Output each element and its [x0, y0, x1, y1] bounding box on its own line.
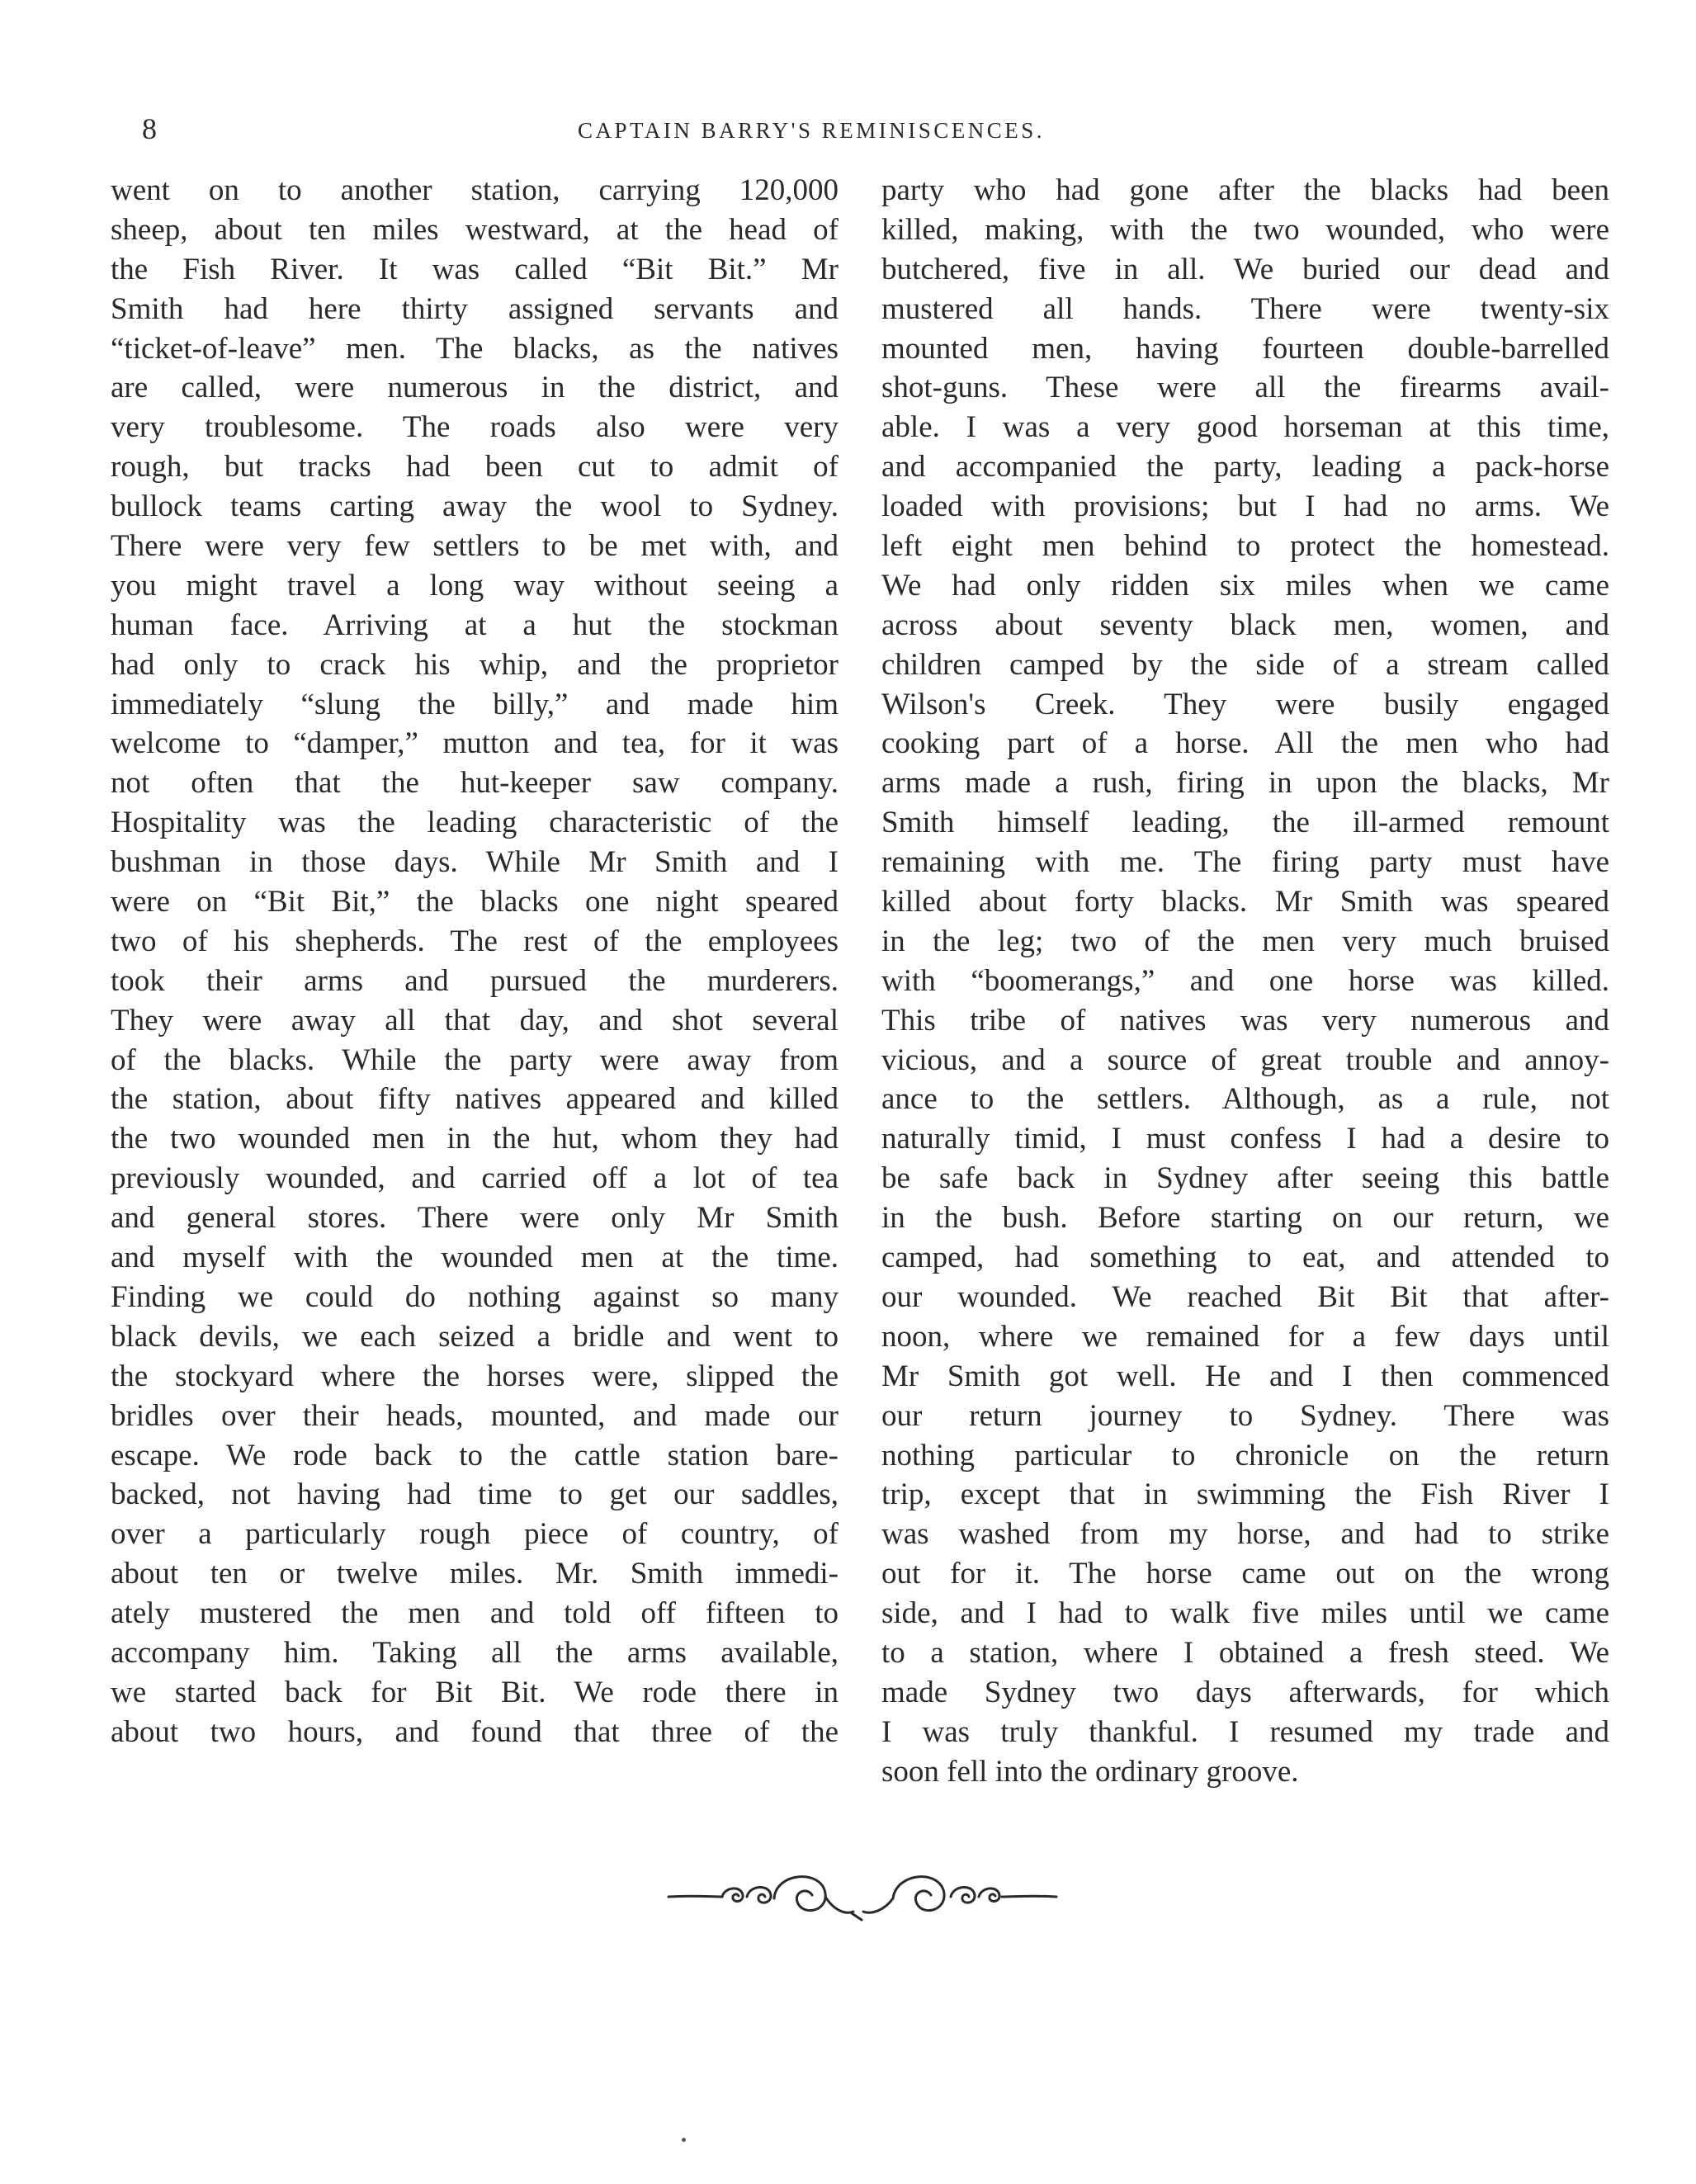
text-line: out for it. The horse came out on the wrong [881, 1557, 1609, 1591]
text-line: escape. We rode back to the cattle station bare- [111, 1438, 839, 1473]
text-line: naturally timid, I must confess I had a desire to [881, 1122, 1609, 1156]
text-line: mounted men, having fourteen double-barrelled [881, 331, 1609, 366]
text-line: human face. Arriving at a hut the stockman [111, 607, 839, 642]
text-line: and myself with the wounded men at the time. [111, 1241, 839, 1275]
text-line: We had only ridden six miles when we came [881, 568, 1609, 603]
text-line: Mr Smith got well. He and I then commenced [881, 1359, 1609, 1393]
text-line: killed, making, with the two wounded, who were [881, 212, 1609, 247]
text-line: Hospitality was the leading characteristic of the [111, 806, 839, 840]
text-line: made Sydney two days afterwards, for which [881, 1675, 1609, 1709]
text-line: had only to crack his whip, and the proprietor [111, 647, 839, 682]
left-text-column [111, 171, 839, 1752]
text-line: immediately “slung the billy,” and made him [111, 687, 839, 721]
text-line: with “boomerangs,” and one horse was killed. [881, 963, 1609, 998]
text-line: and general stores. There were only Mr Smith [111, 1201, 839, 1236]
text-line: over a particularly rough piece of country, of [111, 1517, 839, 1552]
text-line: backed, not having had time to get our saddles, [111, 1477, 839, 1512]
text-line: camped, had something to eat, and attended to [881, 1241, 1609, 1275]
text-line: Smith had here thirty assigned servants and [111, 291, 839, 326]
text-line: we started back for Bit Bit. We rode there in [111, 1675, 839, 1709]
text-line: two of his shepherds. The rest of the employees [111, 924, 839, 958]
text-line: vicious, and a source of great trouble and annoy- [881, 1042, 1609, 1077]
text-line: They were away all that day, and shot several [111, 1003, 839, 1038]
text-line: of the blacks. While the party were away from [111, 1042, 839, 1077]
text-line: the station, about fifty natives appeared and killed [111, 1082, 839, 1117]
text-line: soon fell into the ordinary groove. [881, 1754, 1299, 1789]
text-line: butchered, five in all. We buried our dead and [881, 252, 1609, 286]
text-line: able. I was a very good horseman at this time, [881, 410, 1609, 445]
text-line: sheep, about ten miles westward, at the head of [111, 212, 839, 247]
text-line: bridles over their heads, mounted, and made our [111, 1398, 839, 1433]
text-line: loaded with provisions; but I had no arms. We [881, 489, 1609, 524]
text-line: “ticket-of-leave” men. The blacks, as the natives [111, 331, 839, 366]
text-line: children camped by the side of a stream called [881, 647, 1609, 682]
text-line: was washed from my horse, and had to strike [881, 1517, 1609, 1552]
text-line: Finding we could do nothing against so many [111, 1279, 839, 1314]
text-line: trip, except that in swimming the Fish River I [881, 1477, 1609, 1512]
text-line: across about seventy black men, women, and [881, 607, 1609, 642]
text-line: be safe back in Sydney after seeing this battle [881, 1161, 1609, 1196]
text-line: bullock teams carting away the wool to Sydney. [111, 489, 839, 524]
text-line: shot-guns. These were all the firearms avail- [881, 371, 1609, 405]
ink-speck [682, 2138, 686, 2142]
text-line: in the leg; two of the men very much bruised [881, 924, 1609, 958]
text-line: are called, were numerous in the district, and [111, 371, 839, 405]
text-line: accompany him. Taking all the arms available, [111, 1635, 839, 1670]
text-line: not often that the hut-keeper saw company. [111, 766, 839, 801]
text-line: side, and I had to walk five miles until we came [881, 1596, 1609, 1631]
text-line: the Fish River. It was called “Bit Bit.” Mr [111, 252, 839, 286]
text-line: I was truly thankful. I resumed my trade and [881, 1714, 1609, 1749]
right-text-column [881, 171, 1609, 1792]
page-number: 8 [142, 112, 158, 145]
text-line: killed about forty blacks. Mr Smith was speared [881, 885, 1609, 919]
text-line: noon, where we remained for a few days until [881, 1319, 1609, 1354]
text-line: our return journey to Sydney. There was [881, 1398, 1609, 1433]
text-line: remaining with me. The firing party must have [881, 845, 1609, 880]
text-line: nothing particular to chronicle on the return [881, 1438, 1609, 1473]
text-line: mustered all hands. There were twenty-six [881, 291, 1609, 326]
text-line: about ten or twelve miles. Mr. Smith immedi- [111, 1557, 839, 1591]
text-line: the two wounded men in the hut, whom they had [111, 1122, 839, 1156]
text-line: Smith himself leading, the ill-armed remount [881, 806, 1609, 840]
text-line: left eight men behind to protect the homestead. [881, 529, 1609, 564]
text-line: you might travel a long way without seeing a [111, 568, 839, 603]
text-line: cooking part of a horse. All the men who had [881, 726, 1609, 761]
text-line: very troublesome. The roads also were very [111, 410, 839, 445]
text-line: about two hours, and found that three of the [111, 1714, 839, 1749]
text-line: and accompanied the party, leading a pack-horse [881, 450, 1609, 485]
text-line: arms made a rush, firing in upon the blacks, Mr [881, 766, 1609, 801]
text-line: took their arms and pursued the murderers. [111, 963, 839, 998]
text-line: to a station, where I obtained a fresh steed. We [881, 1635, 1609, 1670]
text-line: This tribe of natives was very numerous and [881, 1003, 1609, 1038]
text-line: party who had gone after the blacks had been [881, 173, 1609, 207]
text-line: previously wounded, and carried off a lot of tea [111, 1161, 839, 1196]
text-line: were on “Bit Bit,” the blacks one night speared [111, 885, 839, 919]
text-line: went on to another station, carrying 120,000 [111, 173, 839, 207]
text-line: bushman in those days. While Mr Smith and I [111, 845, 839, 880]
text-line: black devils, we each seized a bridle and went to [111, 1319, 839, 1354]
text-line: our wounded. We reached Bit Bit that after- [881, 1279, 1609, 1314]
text-line: the stockyard where the horses were, slipped the [111, 1359, 839, 1393]
text-line: There were very few settlers to be met with, and [111, 529, 839, 564]
running-head: CAPTAIN BARRY'S REMINISCENCES. [578, 118, 1046, 143]
text-line: ately mustered the men and told off fifteen to [111, 1596, 839, 1631]
text-line: rough, but tracks had been cut to admit of [111, 450, 839, 485]
text-line: welcome to “damper,” mutton and tea, for it was [111, 726, 839, 761]
text-line: Wilson's Creek. They were busily engaged [881, 687, 1609, 721]
text-line: in the bush. Before starting on our return, we [881, 1201, 1609, 1236]
text-line: ance to the settlers. Although, as a rule, not [881, 1082, 1609, 1117]
scroll-flourish-icon [660, 1864, 1065, 1930]
